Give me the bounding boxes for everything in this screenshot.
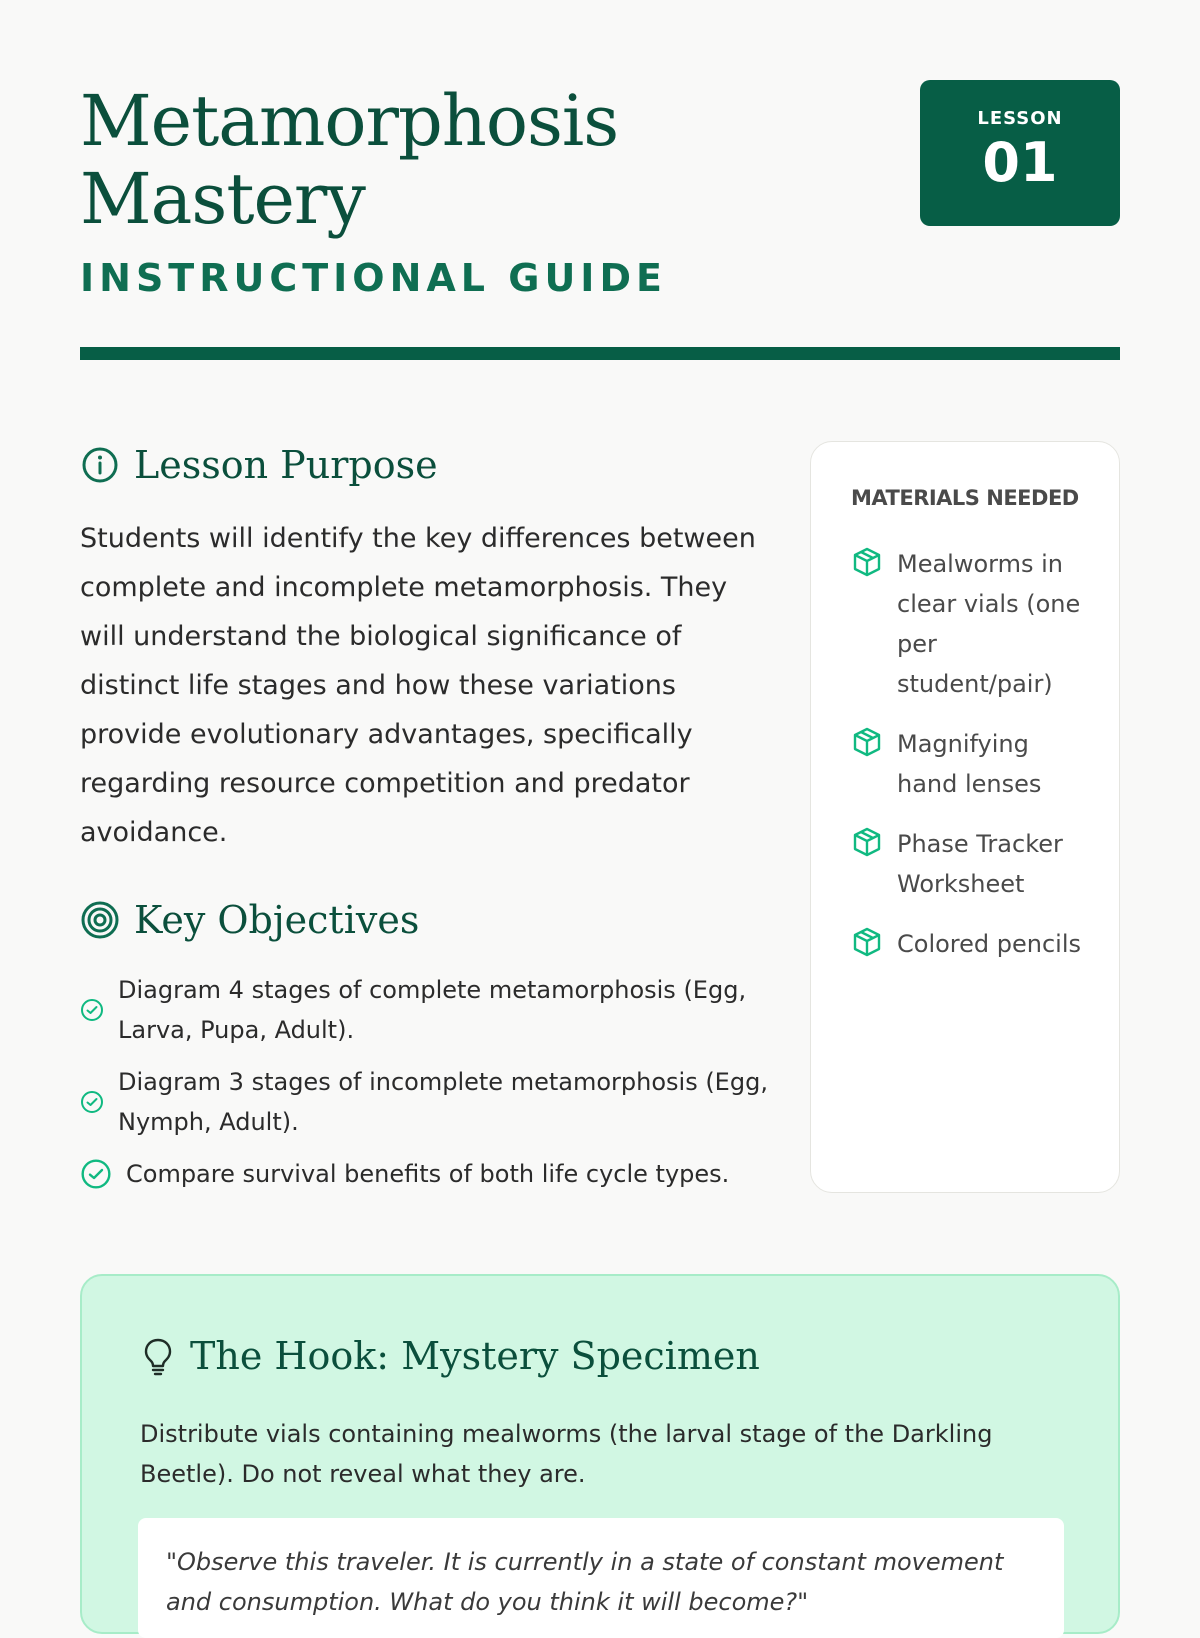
material-text: Phase Tracker Worksheet	[897, 830, 1063, 898]
list-item	[851, 824, 1091, 904]
objectives-heading	[80, 898, 419, 942]
hook-card	[80, 1274, 1120, 1634]
package-icon	[851, 826, 885, 860]
check-circle-icon	[80, 1090, 104, 1114]
list-item	[80, 1062, 780, 1142]
hook-text: Distribute vials containing mealworms (the larval stage of the Darkling Beetle). Do not reveal what they are.	[140, 1420, 993, 1488]
package-icon	[851, 726, 885, 760]
objective-text: Diagram 3 stages of incomplete metamorphosis (Egg, Nymph, Adult).	[118, 1068, 768, 1136]
list-item	[851, 924, 1091, 964]
title-line-2: Mastery	[80, 158, 365, 240]
lesson-badge	[920, 80, 1120, 226]
list-item	[851, 724, 1091, 804]
package-icon	[851, 926, 885, 960]
objectives-heading-text: Key Objectives	[134, 898, 420, 942]
objective-text: Compare survival benefits of both life cycle types.	[126, 1160, 730, 1188]
page-title	[80, 82, 840, 238]
check-circle-icon	[80, 1158, 112, 1190]
lesson-label: LESSON	[977, 108, 1063, 129]
purpose-text: Students will identify the key differences between complete and incomplete metamorphosis. They will understand the biological significance of distinct life stages and how these variations provide evolutionary advantages, specifically regarding resource competition and predator avoidance.	[80, 523, 756, 848]
objective-text: Diagram 4 stages of complete metamorphosis (Egg, Larva, Pupa, Adult).	[118, 976, 747, 1044]
material-text: Magnifying hand lenses	[897, 730, 1042, 798]
hook-heading-text: The Hook: Mystery Specimen	[190, 1334, 760, 1378]
objectives-list	[80, 970, 780, 1206]
target-icon	[80, 900, 120, 940]
materials-card	[810, 441, 1120, 1193]
page-subtitle: INSTRUCTIONAL GUIDE	[80, 256, 667, 300]
header-divider	[80, 347, 1120, 360]
package-icon	[851, 546, 885, 580]
materials-list	[851, 544, 1091, 984]
list-item	[80, 1154, 780, 1194]
purpose-heading	[80, 443, 438, 487]
title-line-1: Metamorphosis	[80, 80, 619, 162]
material-text: Mealworms in clear vials (one per student/pair)	[897, 550, 1081, 698]
info-icon	[80, 445, 120, 485]
purpose-heading-text: Lesson Purpose	[134, 443, 438, 487]
lesson-number: 01	[982, 131, 1058, 194]
lightbulb-icon	[140, 1336, 176, 1376]
materials-heading: MATERIALS NEEDED	[851, 486, 1079, 510]
hook-quote: "Observe this traveler. It is currently in a state of constant movement and consumption. What do you think it will become?"	[138, 1518, 1064, 1638]
check-circle-icon	[80, 998, 104, 1022]
hook-heading	[140, 1334, 760, 1378]
list-item	[80, 970, 780, 1050]
material-text: Colored pencils	[897, 930, 1082, 958]
list-item	[851, 544, 1091, 704]
